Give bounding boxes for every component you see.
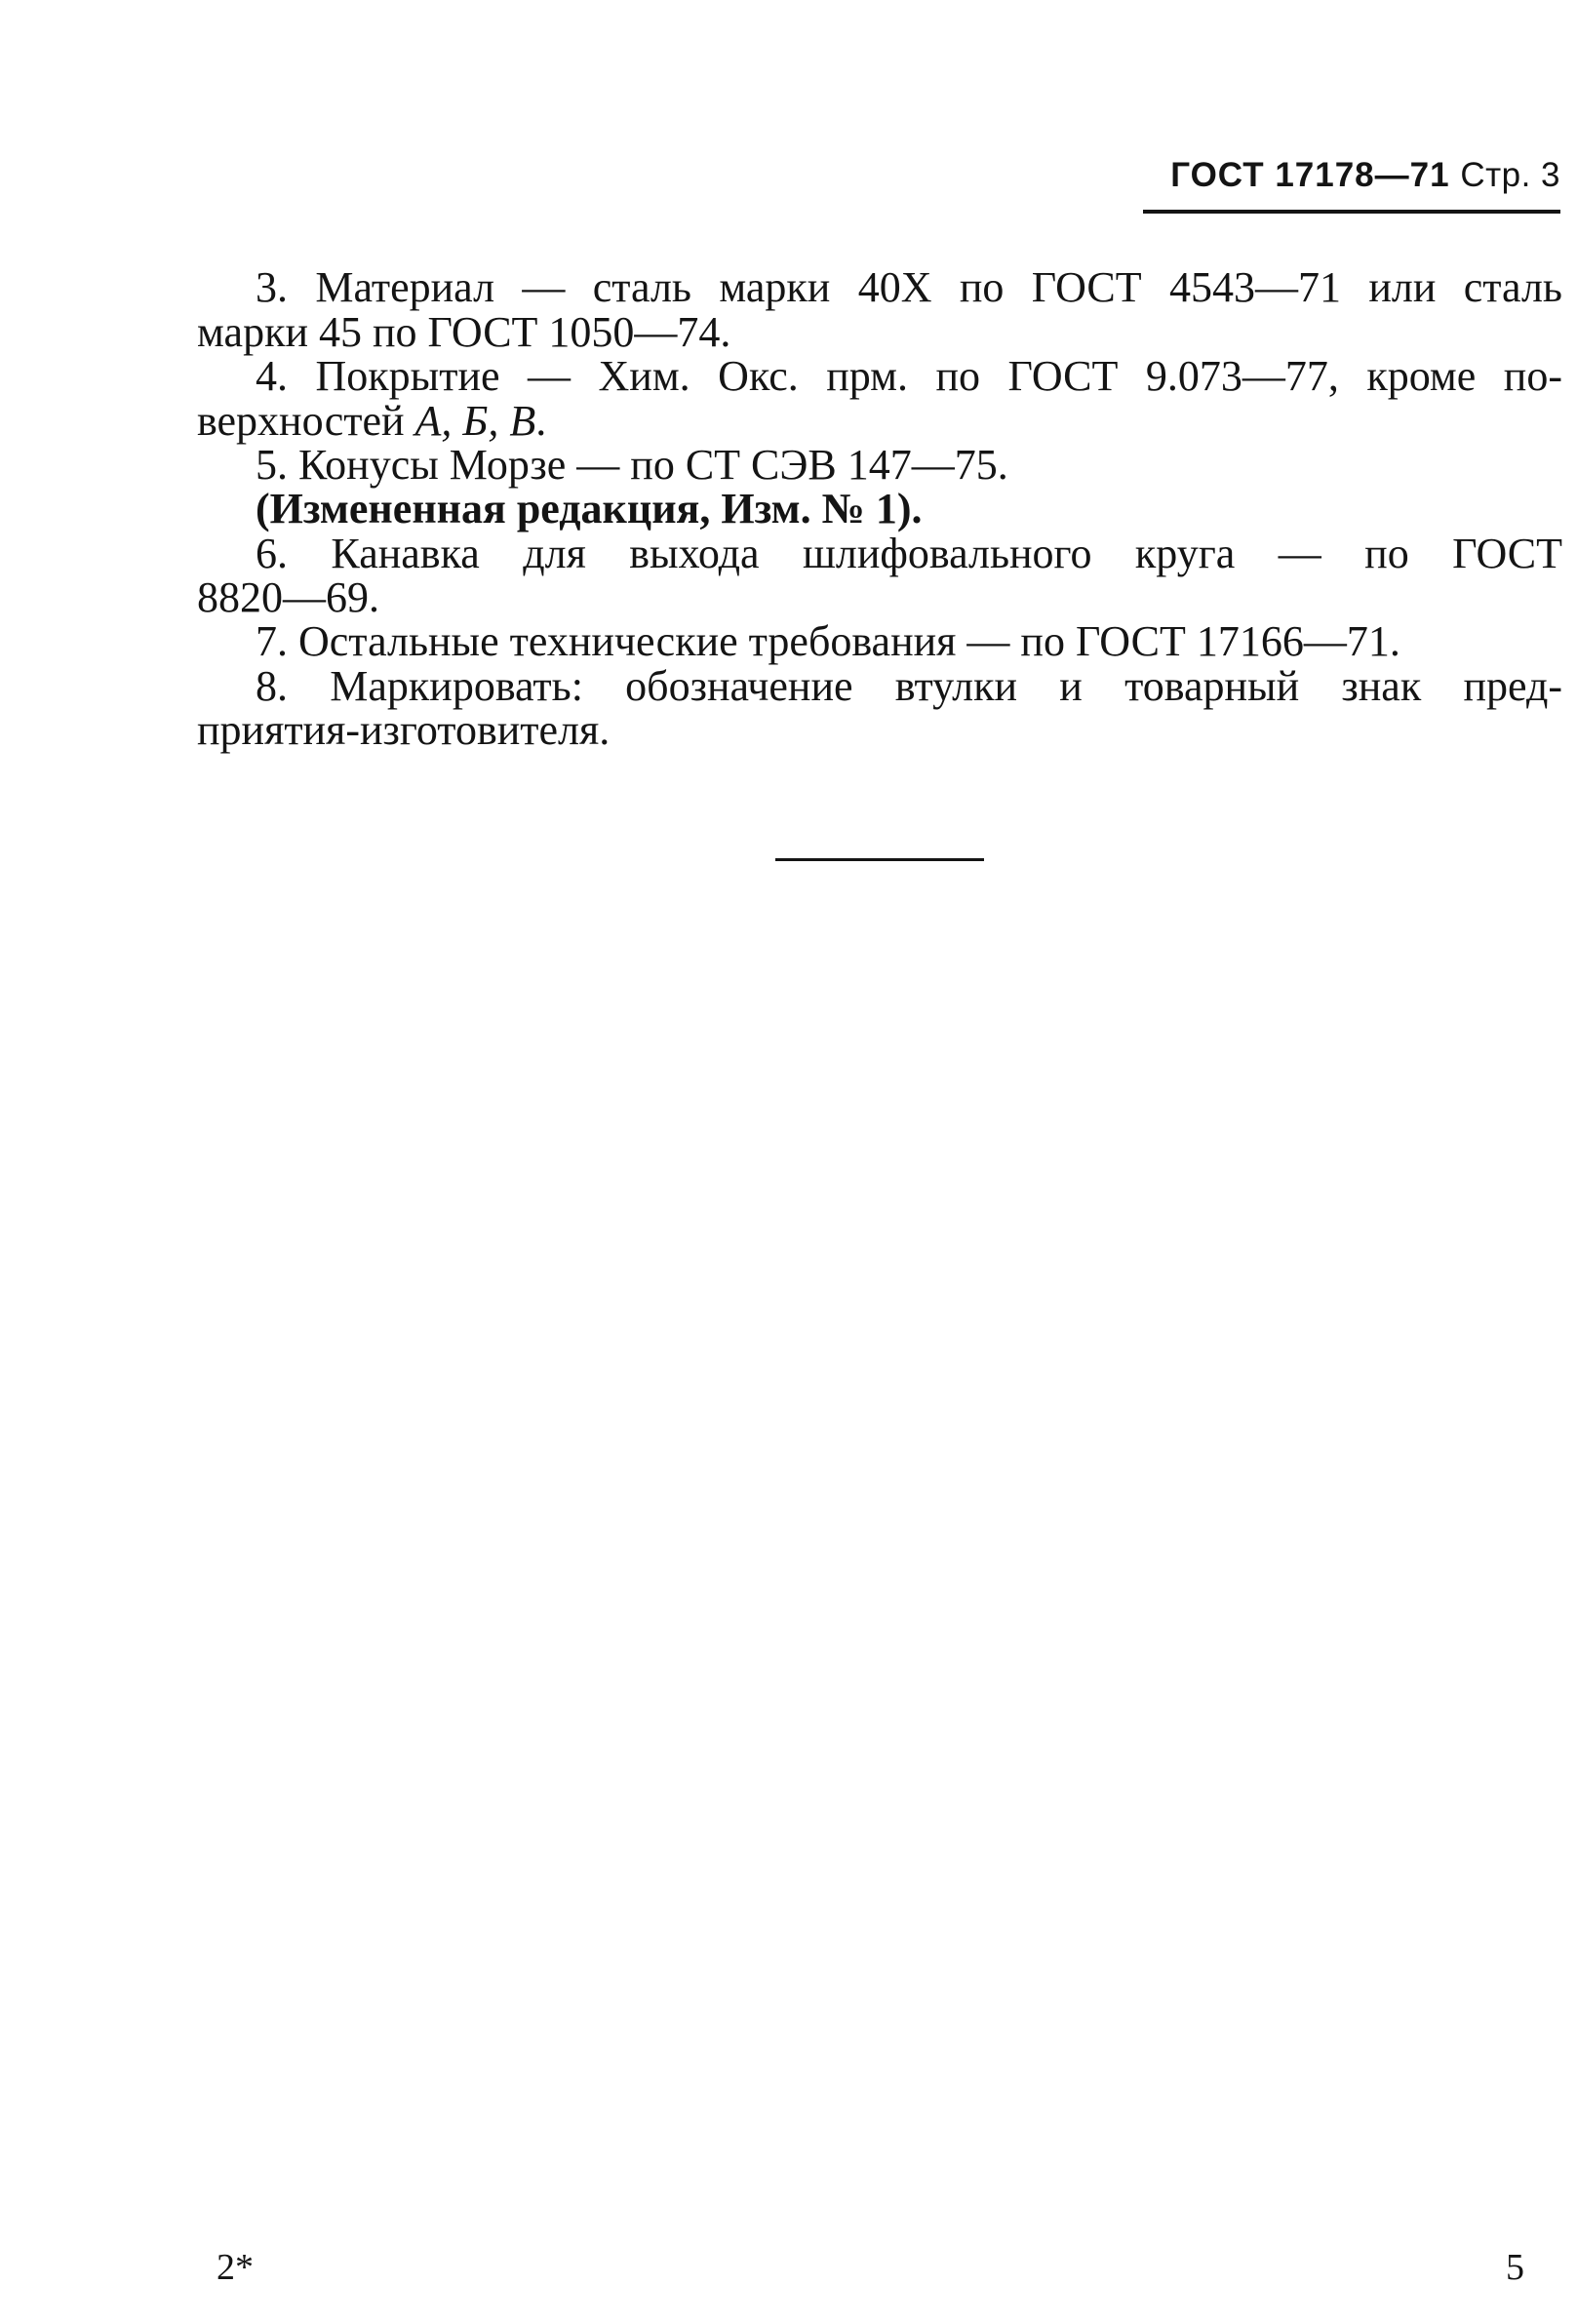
surface-letters: А, Б, В: [414, 397, 536, 445]
page-label: Стр. 3: [1460, 156, 1560, 194]
item-8-line-1: 8. Маркировать: обозначение втулки и товарный знак пред-: [256, 662, 1562, 710]
end-of-text-rule: [775, 858, 984, 861]
item-3-line-1: 3. Материал — сталь марки 40Х по ГОСТ 4543—71 или сталь: [256, 263, 1562, 311]
item-4-line-2-suffix: .: [535, 397, 547, 445]
page-number: 5: [1506, 2247, 1524, 2288]
change-note: (Измененная редакция, Изм. № 1).: [256, 485, 923, 532]
header-rule: [1143, 210, 1560, 214]
item-6-line-1: 6. Канавка для выхода шлифовального круга — по ГОСТ: [256, 530, 1562, 577]
item-8-line-2: приятия-изготовителя.: [197, 706, 611, 754]
item-3-line-2: марки 45 по ГОСТ 1050—74.: [197, 308, 731, 356]
document-code: ГОСТ 17178—71: [1170, 156, 1450, 194]
item-6-line-2: 8820—69.: [197, 573, 379, 621]
item-7: 7. Остальные технические требования — по ГОСТ 17166—71.: [256, 617, 1400, 665]
item-5: 5. Конусы Морзе — по СТ СЭВ 147—75.: [256, 441, 1008, 489]
item-4-line-2: [197, 399, 1562, 444]
signature-mark: 2*: [217, 2247, 254, 2288]
running-header: [1141, 156, 1560, 195]
item-4-line-1: 4. Покрытие — Хим. Окс. прм. по ГОСТ 9.073—77, кроме по-: [256, 352, 1562, 400]
item-4-line-2-prefix: верхностей: [197, 397, 415, 445]
